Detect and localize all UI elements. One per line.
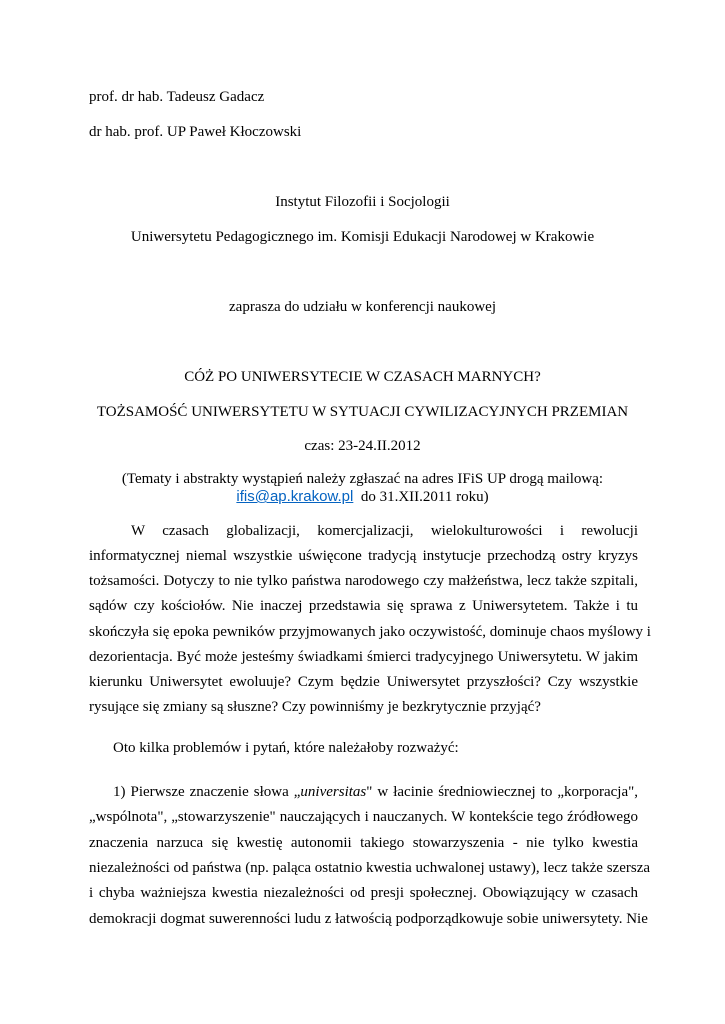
- author-2: dr hab. prof. UP Paweł Kłoczowski: [89, 124, 302, 140]
- paragraph-3-line-5: i chyba ważniejsza kwestia niezależności od presji społecznej. Obowiązujący w czasach: [89, 885, 638, 901]
- paragraph-3-line-4: niezależności od państwa (np. paląca ostatnio kwestia uchwalonej ustawy), lecz także szersza: [89, 860, 651, 876]
- paragraph-3-line-2: „wspólnota", „stowarzyszenie" nauczających i nauczanych. W kontekście tego źródłowego: [89, 809, 638, 825]
- author-1: prof. dr hab. Tadeusz Gadacz: [89, 89, 265, 105]
- paragraph-3-line-3: znaczenia narzuca się kwestię autonomii takiego stowarzyszenia - nie tylko kwestia: [89, 835, 638, 851]
- p3-first-italic: universitas: [300, 784, 367, 800]
- institute-name: Instytut Filozofii i Socjologii: [275, 194, 450, 210]
- university-name: Uniwersytetu Pedagogicznego im. Komisji Edukacji Narodowej w Krakowie: [130, 229, 595, 245]
- submission-info: (Tematy i abstrakty wystąpień należy zgłaszać na adres IFiS UP drogą mailową:: [121, 471, 604, 487]
- p3-first-pre: 1) Pierwsze znaczenie słowa „: [113, 784, 301, 800]
- paragraph-3-line-6: demokracji dogmat suwerenności ludu z łatwością podporządkowuje sobie uniwersytety. Nie: [89, 911, 648, 927]
- paragraph-1-line-5: skończyła się epoka pewników przyjmowanych jako oczywistość, dominuje chaos myślowy i: [89, 624, 651, 640]
- paragraph-1-line-7: kierunku Uniwersytet ewoluuje? Czym będzie Uniwersytet przyszłości? Czy wszystkie: [89, 674, 638, 690]
- paragraph-1-line-1: W czasach globalizacji, komercjalizacji, wielokulturowości i rewolucji: [131, 523, 638, 539]
- conference-title: CÓŻ PO UNIWERSYTECIE W CZASACH MARNYCH?: [184, 369, 541, 385]
- submission-deadline: do 31.XII.2011 roku): [360, 489, 489, 505]
- paragraph-1-line-3: tożsamości. Dotyczy to nie tylko państwa narodowego czy małżeństwa, lecz także szpitali,: [89, 573, 638, 589]
- paragraph-3-line-1: [113, 783, 638, 801]
- paragraph-1-line-4: sądów czy kościołów. Nie inaczej przedstawia się sprawa z Uniwersytetem. Także i tu: [89, 598, 638, 614]
- p3-first-post: " w łacinie średniowiecznej to „korporacja",: [366, 784, 638, 800]
- paragraph-1-line-6: dezorientacja. Być może jesteśmy świadkami śmierci tradycyjnego Uniwersytetu. W jakim: [89, 649, 638, 665]
- paragraph-1-line-2: informatycznej niemal wszystkie uświęcone tradycją instytucje przechodzą ostry kryzys: [89, 548, 638, 564]
- conference-subtitle: TOŻSAMOŚĆ UNIWERSYTETU W SYTUACJI CYWILIZACYJNYCH PRZEMIAN: [96, 404, 629, 420]
- invitation-text: zaprasza do udziału w konferencji naukowej: [229, 299, 496, 315]
- submission-contact: [0, 488, 725, 506]
- conference-date: czas: 23-24.II.2012: [304, 438, 421, 454]
- questions-intro: Oto kilka problemów i pytań, które należałoby rozważyć:: [113, 740, 459, 756]
- email-link[interactable]: ifis@ap.krakow.pl: [236, 488, 354, 505]
- paragraph-1-line-8: rysujące się zmiany są słuszne? Czy powinniśmy je bezkrytycznie przyjąć?: [89, 699, 541, 715]
